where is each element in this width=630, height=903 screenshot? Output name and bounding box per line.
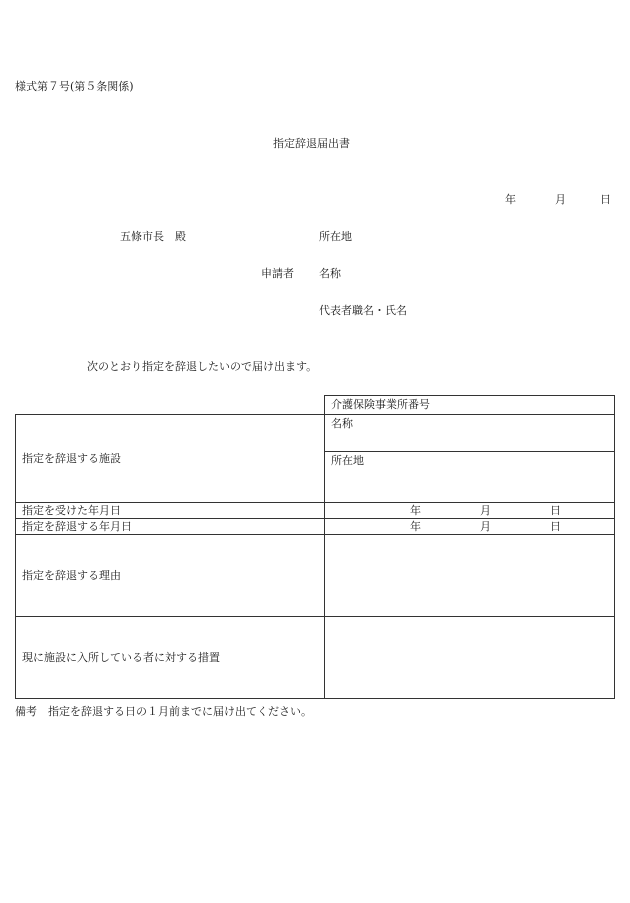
facility-name-cell[interactable] <box>325 415 615 452</box>
designated-year: 年 <box>410 503 421 517</box>
date-month-label: 月 <box>555 193 566 206</box>
date-day-label: 日 <box>600 193 611 206</box>
note-text: 備考 指定を辞退する日の１月前までに届け出てください。 <box>15 705 312 718</box>
date-year-label: 年 <box>505 193 516 206</box>
reason-input[interactable] <box>325 535 615 617</box>
designated-day: 日 <box>550 503 561 517</box>
office-number-cell <box>325 396 615 415</box>
applicant-name-label: 名称 <box>319 267 341 280</box>
form-number: 様式第７号(第５条関係) <box>15 80 134 93</box>
applicant-representative-label: 代表者職名・氏名 <box>319 304 407 317</box>
facility-name-label: 名称 <box>331 417 353 430</box>
withdraw-date-cell[interactable] <box>325 519 615 535</box>
empty-cell <box>16 396 325 415</box>
designated-date-label: 指定を受けた年月日 <box>16 503 325 519</box>
office-number-label: 介護保険事業所番号 <box>331 398 430 411</box>
withdraw-month: 月 <box>480 519 491 533</box>
designated-date-cell[interactable] <box>325 503 615 519</box>
intro-text: 次のとおり指定を辞退したいので届け出ます。 <box>87 360 318 373</box>
measures-input[interactable] <box>325 617 615 699</box>
facility-address-label: 所在地 <box>331 454 364 467</box>
withdraw-date-label: 指定を辞退する年月日 <box>16 519 325 535</box>
applicant-label: 申請者 <box>261 267 294 280</box>
page-title: 指定辞退届出書 <box>273 137 350 150</box>
measures-label: 現に施設に入所している者に対する措置 <box>16 617 325 699</box>
reason-label: 指定を辞退する理由 <box>16 535 325 617</box>
applicant-address-label: 所在地 <box>319 230 352 243</box>
withdraw-day: 日 <box>550 519 561 533</box>
withdraw-year: 年 <box>410 519 421 533</box>
designated-month: 月 <box>480 503 491 517</box>
facility-label: 指定を辞退する施設 <box>16 415 325 503</box>
withdrawal-table <box>15 395 614 701</box>
recipient: 五條市長 殿 <box>120 230 186 243</box>
facility-address-cell[interactable] <box>325 452 615 503</box>
